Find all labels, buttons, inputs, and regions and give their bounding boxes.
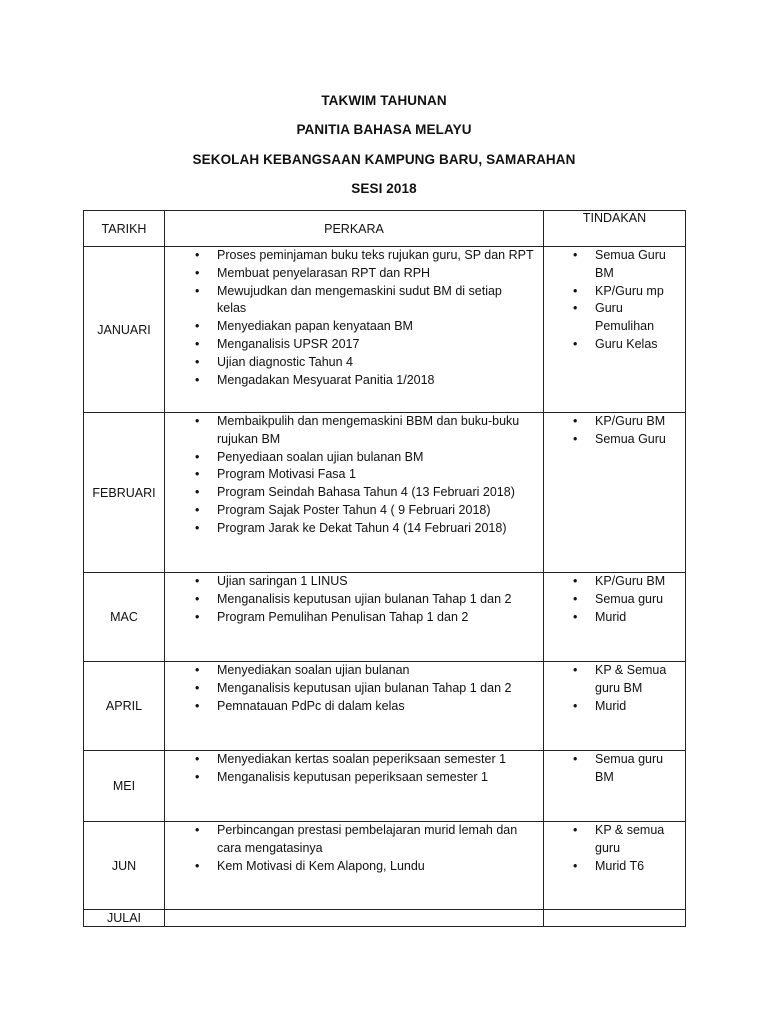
list-item-continuation [165, 840, 543, 858]
list-item-text: Menyediakan papan kenyataan BM [217, 319, 413, 334]
tindakan-list [544, 573, 685, 626]
list-item-text: kelas [217, 301, 247, 316]
bullet-icon: • [573, 752, 578, 766]
list-item-text: Menyediakan kertas soalan peperiksaan semester 1 [217, 752, 507, 766]
bullet-icon: • [573, 698, 578, 713]
perkara-cell [165, 910, 544, 927]
month-cell: JUN [84, 822, 165, 910]
tindakan-cell [544, 751, 686, 822]
tindakan-list [544, 413, 685, 449]
list-item-text: Program Sajak Poster Tahun 4 ( 9 Februari 2018) [217, 502, 491, 517]
list-item [544, 698, 685, 716]
bullet-icon: • [195, 283, 200, 298]
perkara-list [165, 247, 543, 389]
bullet-icon: • [195, 502, 200, 517]
list-item-text: Guru Kelas [595, 336, 658, 351]
bullet-icon: • [195, 319, 200, 334]
list-item-text: Program Motivasi Fasa 1 [217, 467, 356, 482]
list-item-text: Program Seindah Bahasa Tahun 4 (13 Februari 2018) [217, 485, 515, 500]
header-tindakan: TINDAKAN [544, 211, 686, 247]
list-item [544, 591, 685, 609]
list-item-text: Membuat penyelarasan RPT dan RPH [217, 265, 431, 280]
list-item-text: BM [595, 769, 614, 784]
tindakan-cell [544, 573, 686, 662]
list-item [544, 336, 685, 354]
tindakan-cell [544, 822, 686, 910]
perkara-cell [165, 573, 544, 662]
bullet-icon: • [195, 591, 200, 606]
list-item [544, 573, 685, 591]
table-row [84, 662, 686, 751]
table-row [84, 247, 686, 413]
list-item-text: Ujian saringan 1 LINUS [217, 574, 348, 588]
list-item-text: KP/Guru BM [595, 574, 666, 588]
session-year: SESI 2018 [351, 181, 417, 196]
list-item-text: Murid [595, 609, 627, 624]
bullet-icon: • [195, 449, 200, 464]
table-row [84, 413, 686, 573]
tindakan-cell [544, 413, 686, 573]
list-item [165, 283, 543, 301]
list-item-text: Mengadakan Mesyuarat Panitia 1/2018 [217, 372, 435, 387]
list-item [165, 520, 543, 538]
perkara-cell [165, 822, 544, 910]
bullet-icon: • [195, 752, 200, 766]
bullet-icon: • [195, 698, 200, 713]
tindakan-list [544, 822, 685, 875]
month-cell: JANUARI [84, 247, 165, 413]
list-item-continuation [165, 431, 543, 449]
bullet-icon: • [195, 354, 200, 369]
bullet-icon: • [195, 680, 200, 695]
list-item-text: Guru [595, 301, 623, 316]
bullet-icon: • [573, 283, 578, 298]
bullet-icon: • [195, 769, 200, 784]
table-row [84, 910, 686, 927]
bullet-icon: • [573, 336, 578, 351]
list-item [544, 283, 685, 301]
tindakan-list [544, 662, 685, 715]
list-item [544, 431, 685, 449]
list-item-text: Semua guru [595, 752, 664, 766]
calendar-table [83, 210, 686, 927]
list-item [165, 502, 543, 520]
tindakan-cell [544, 910, 686, 927]
list-item-text: KP/Guru BM [595, 414, 666, 428]
header-tarikh: TARIKH [84, 211, 165, 247]
bullet-icon: • [195, 520, 200, 535]
list-item-text: KP & Semua [595, 663, 667, 677]
list-item [544, 822, 685, 840]
list-item-text: rujukan BM [217, 431, 281, 446]
list-item [544, 662, 685, 680]
list-item [544, 751, 685, 769]
bullet-icon: • [573, 663, 578, 677]
month-cell: JULAI [84, 910, 165, 927]
list-item [165, 484, 543, 502]
table-header-row [84, 211, 686, 247]
bullet-icon: • [573, 248, 578, 262]
bullet-icon: • [195, 574, 200, 588]
list-item [165, 449, 543, 467]
list-item-text: Ujian diagnostic Tahun 4 [217, 354, 353, 369]
list-item-text: Semua Guru [595, 248, 666, 262]
perkara-cell [165, 751, 544, 822]
list-item-text: Pemnatauan PdPc di dalam kelas [217, 698, 405, 713]
perkara-list [165, 662, 543, 715]
list-item [165, 858, 543, 876]
list-item-text: guru BM [595, 680, 643, 695]
table-row [84, 573, 686, 662]
bullet-icon: • [195, 485, 200, 500]
list-item-text: Murid [595, 698, 627, 713]
list-item-continuation [544, 840, 685, 858]
list-item-text: Penyediaan soalan ujian bulanan BM [217, 449, 424, 464]
list-item [544, 858, 685, 876]
bullet-icon: • [573, 301, 578, 316]
list-item [165, 372, 543, 390]
bullet-icon: • [195, 336, 200, 351]
bullet-icon: • [195, 609, 200, 624]
list-item-text: guru [595, 840, 621, 855]
list-item-text: Menganalisis keputusan ujian bulanan Tahap 1 dan 2 [217, 591, 512, 606]
bullet-icon: • [573, 414, 578, 428]
bullet-icon: • [573, 823, 578, 837]
perkara-list [165, 573, 543, 626]
perkara-list [165, 751, 543, 787]
bullet-icon: • [573, 431, 578, 446]
bullet-icon: • [195, 823, 200, 837]
list-item-continuation [544, 769, 685, 787]
tindakan-cell [544, 662, 686, 751]
list-item-text: Program Pemulihan Penulisan Tahap 1 dan 2 [217, 609, 469, 624]
list-item [165, 822, 543, 840]
document-title: TAKWIM TAHUNAN [321, 93, 447, 108]
list-item [165, 413, 543, 431]
tindakan-list [544, 247, 685, 354]
list-item-text: Pemulihan [595, 319, 655, 334]
list-item [165, 609, 543, 627]
school-name: SEKOLAH KEBANGSAAN KAMPUNG BARU, SAMARAHAN [192, 152, 576, 167]
list-item [165, 318, 543, 336]
tindakan-list [544, 751, 685, 787]
list-item [165, 698, 543, 716]
list-item-continuation [165, 300, 543, 318]
list-item [165, 662, 543, 680]
perkara-cell [165, 413, 544, 573]
month-cell: MEI [84, 751, 165, 822]
list-item [544, 300, 685, 318]
table-body [84, 247, 686, 927]
list-item-text: Proses peminjaman buku teks rujukan guru, SP dan RPT [217, 248, 534, 262]
list-item-text: Mewujudkan dan mengemaskini sudut BM di setiap [217, 283, 502, 298]
list-item-text: KP/Guru mp [595, 283, 664, 298]
list-item [165, 680, 543, 698]
month-cell: FEBRUARI [84, 413, 165, 573]
list-item-text: Menganalisis UPSR 2017 [217, 336, 360, 351]
list-item [165, 336, 543, 354]
table-row [84, 822, 686, 910]
list-item [544, 413, 685, 431]
list-item [165, 247, 543, 265]
list-item [165, 265, 543, 283]
list-item-continuation [544, 680, 685, 698]
list-item [165, 466, 543, 484]
list-item [544, 247, 685, 265]
bullet-icon: • [195, 467, 200, 482]
bullet-icon: • [573, 574, 578, 588]
list-item-continuation [544, 265, 685, 283]
list-item [165, 354, 543, 372]
list-item-text: Menganalisis keputusan ujian bulanan Tahap 1 dan 2 [217, 680, 512, 695]
list-item-text: Kem Motivasi di Kem Alapong, Lundu [217, 858, 425, 873]
bullet-icon: • [195, 265, 200, 280]
list-item-text: Menganalisis keputusan peperiksaan semester 1 [217, 769, 488, 784]
perkara-cell [165, 662, 544, 751]
bullet-icon: • [573, 858, 578, 873]
list-item-text: BM [595, 265, 614, 280]
header-perkara: PERKARA [165, 211, 544, 247]
bullet-icon: • [195, 248, 200, 262]
month-cell: APRIL [84, 662, 165, 751]
bullet-icon: • [195, 858, 200, 873]
list-item [165, 751, 543, 769]
list-item [165, 591, 543, 609]
committee-name: PANITIA BAHASA MELAYU [296, 122, 472, 137]
tindakan-cell [544, 247, 686, 413]
list-item [544, 609, 685, 627]
list-item-text: Program Jarak ke Dekat Tahun 4 (14 Februari 2018) [217, 520, 507, 535]
list-item-text: cara mengatasinya [217, 840, 323, 855]
list-item-text: KP & semua [595, 823, 665, 837]
list-item [165, 769, 543, 787]
perkara-list [165, 413, 543, 538]
list-item-text: Semua Guru [595, 431, 666, 446]
list-item [165, 573, 543, 591]
bullet-icon: • [195, 663, 200, 677]
list-item-continuation [544, 318, 685, 336]
perkara-list [165, 822, 543, 875]
list-item-text: Menyediakan soalan ujian bulanan [217, 663, 410, 677]
bullet-icon: • [573, 591, 578, 606]
list-item-text: Membaikpulih dan mengemaskini BBM dan buku-buku [217, 414, 520, 428]
list-item-text: Perbincangan prestasi pembelajaran murid lemah dan [217, 823, 518, 837]
perkara-cell [165, 247, 544, 413]
list-item-text: Murid T6 [595, 858, 645, 873]
table-row [84, 751, 686, 822]
bullet-icon: • [195, 372, 200, 387]
bullet-icon: • [195, 414, 200, 428]
list-item-text: Semua guru [595, 591, 664, 606]
month-cell: MAC [84, 573, 165, 662]
bullet-icon: • [573, 609, 578, 624]
